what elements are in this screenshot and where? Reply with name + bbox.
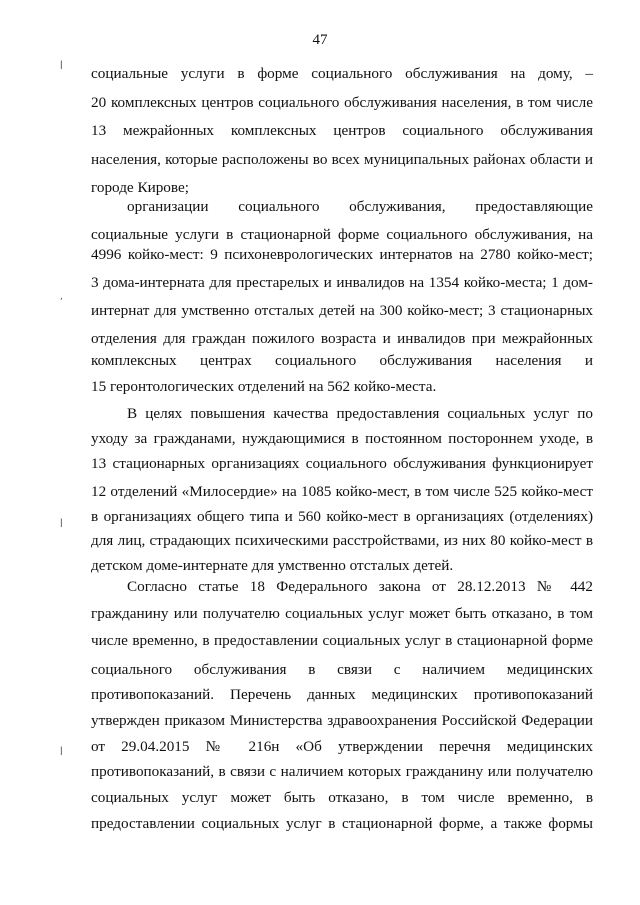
text-line: противопоказаний, в связи с наличием которых гражданину или получателю: [91, 763, 593, 780]
text-line: гражданину или получателю социальных услуг может быть отказано, в том: [91, 605, 593, 622]
margin-mark: ǀ: [60, 60, 63, 70]
text-line: населения, которые расположены во всех муниципальных районах области и: [91, 151, 593, 168]
text-line: комплексных центрах социального обслуживания населения и: [91, 352, 593, 369]
text-line: утвержден приказом Министерства здравоохранения Российской Федерации: [91, 712, 593, 729]
text-line: уходу за гражданами, нуждающимися в постоянном постороннем уходе, в: [91, 430, 593, 447]
text-line: социального обслуживания в связи с наличием медицинских: [91, 661, 593, 678]
margin-mark: ,: [60, 292, 63, 302]
text-line: 15 геронтологических отделений на 562 койко-места.: [91, 378, 437, 395]
text-line: 20 комплексных центров социального обслуживания населения, в том числе: [91, 94, 593, 111]
text-line: предоставлении социальных услуг в стационарной форме, а также формы: [91, 815, 593, 832]
text-line: 12 отделений «Милосердие» на 1085 койко-мест, в том числе 525 койко-мест: [91, 483, 593, 500]
text-line: числе временно, в предоставлении социальных услуг в стационарной форме: [91, 632, 593, 649]
text-line: 3 дома-интерната для престарелых и инвалидов на 1354 койко-места; 1 дом-: [91, 274, 593, 291]
text-line: социальных услуг может быть отказано, в том числе временно, в: [91, 789, 593, 806]
text-line: отделения для граждан пожилого возраста и инвалидов при межрайонных: [91, 330, 593, 347]
page-number: 47: [312, 32, 328, 48]
text-line: городе Кирове;: [91, 179, 189, 196]
text-line: противопоказаний. Перечень данных медицинских противопоказаний: [91, 686, 593, 703]
text-line: организации социального обслуживания, предоставляющие: [127, 198, 593, 215]
text-line: для лиц, страдающих психическими расстройствами, из них 80 койко-мест в: [91, 532, 593, 549]
text-line: Согласно статье 18 Федерального закона от 28.12.2013 № 442: [127, 578, 593, 595]
text-line: 13 стационарных организациях социального обслуживания функционирует: [91, 455, 593, 472]
text-line: В целях повышения качества предоставления социальных услуг по: [127, 405, 593, 422]
margin-mark: ǀ: [60, 518, 63, 528]
text-line: детском доме-интернате для умственно отсталых детей.: [91, 557, 454, 574]
text-line: социальные услуги в форме социального обслуживания на дому, –: [91, 65, 593, 82]
text-line: 4996 койко-мест: 9 психоневрологических интернатов на 2780 койко-мест;: [91, 246, 593, 263]
text-line: от 29.04.2015 № 216н «Об утверждении перечня медицинских: [91, 738, 593, 755]
text-line: интернат для умственно отсталых детей на 300 койко-мест; 3 стационарных: [91, 302, 593, 319]
margin-mark: ǀ: [60, 746, 63, 756]
text-line: 13 межрайонных комплексных центров социального обслуживания: [91, 122, 593, 139]
text-line: в организациях общего типа и 560 койко-мест в организациях (отделениях): [91, 508, 593, 525]
text-line: социальные услуги в стационарной форме социального обслуживания, на: [91, 226, 593, 243]
